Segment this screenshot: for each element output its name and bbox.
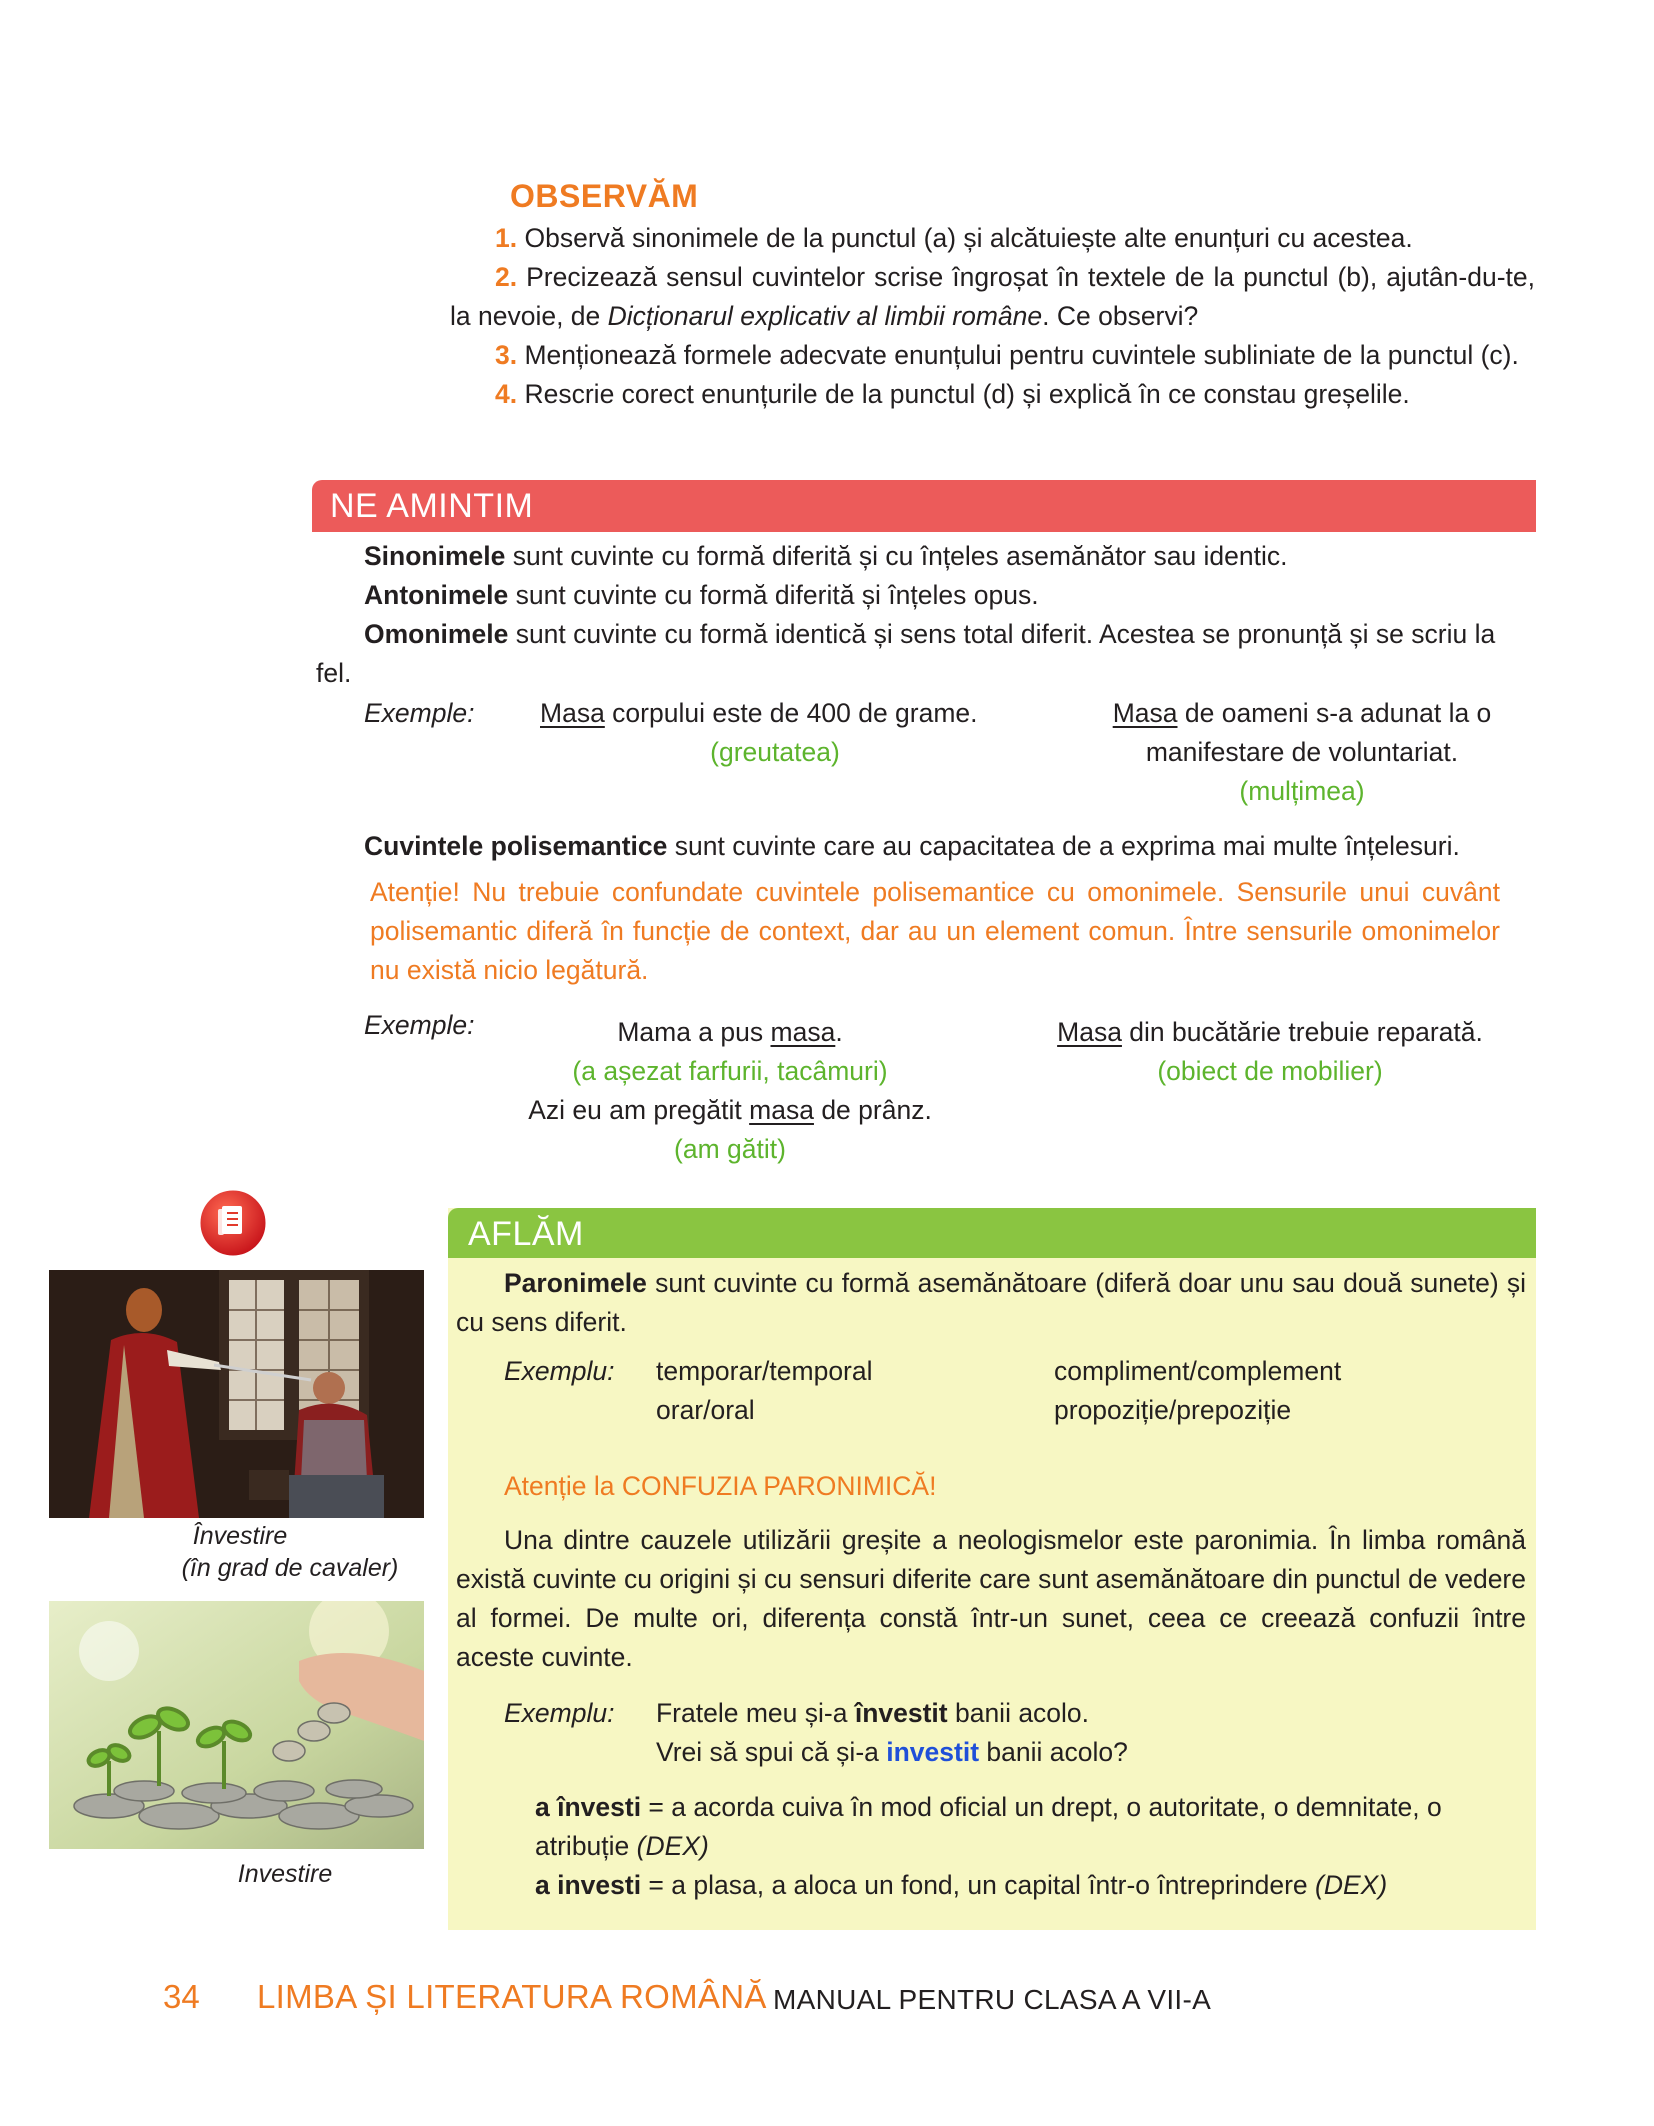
example-sentence <box>656 1694 1089 1733</box>
paronym-pair: compliment/complement <box>1054 1356 1342 1386</box>
confuzie-paragraph: Una dintre cauzele utilizării greșite a neologismelor este paronimia. În limba română există cuvinte cu origini și cu sensuri diferite care sunt asemănătoare din punctul de vedere al formei. De multe ori, diferența constă într-un sunet, ceea ce creează confuzii între aceste cuvinte. <box>456 1525 1526 1672</box>
example-label: Exemplu: <box>504 1698 615 1728</box>
item-text: Precizează sensul cuvintelor scrise îngroșat în textele de la punctul (b), ajutân-du-te, la nevoie, de <box>450 262 1535 331</box>
item-text: Menționează formele adecvate enunțului pentru cuvintele subliniate de la punctul (c). <box>524 340 1519 370</box>
section-title-observam: OBSERVĂM <box>510 178 699 214</box>
sentence-text: Fratele meu și-a <box>656 1698 855 1728</box>
observam-list <box>450 219 1535 414</box>
definition-a-investi-1 <box>535 1788 1525 1866</box>
definition: sunt cuvinte cu formă diferită și cu înțeles asemănător sau identic. <box>505 541 1288 571</box>
ne-amintim-body <box>316 537 1536 693</box>
example-omonim-1 <box>540 694 1040 733</box>
image-caption: Învestire <box>192 1522 288 1550</box>
aflam-banner <box>448 1208 1536 1258</box>
definition: sunt cuvinte cu formă asemănătoare (diferă doar unu sau două sunete) și cu sens diferit. <box>456 1268 1526 1337</box>
term: a investi <box>535 1870 642 1900</box>
definition-omonime <box>316 615 1536 693</box>
examples-label: Exemple: <box>364 698 475 728</box>
definition: sunt cuvinte care au capacitatea de a exprima mai multe înțelesuri. <box>667 831 1460 861</box>
underlined-word: Masa <box>1112 698 1178 728</box>
example-text: Azi eu am pregătit <box>528 1095 750 1125</box>
dictionary-title: Dicționarul explicativ al limbii române <box>607 301 1043 331</box>
sentence-text: Vrei să spui că și-a <box>656 1737 887 1767</box>
example-poli-2 <box>470 1091 990 1130</box>
item-text: . Ce observi? <box>1042 301 1199 331</box>
underlined-word: Masa <box>540 698 605 728</box>
example-meaning: (obiect de mobilier) <box>1157 1056 1383 1086</box>
item-number: 3. <box>495 340 518 370</box>
atentie-note: Atenție! Nu trebuie confundate cuvintele polisemantice cu omonimele. Sensurile unui cuvânt polisemantic diferă în funcție de context, dar au un element comun. Între sensurile omonimelor nu există nicio legătură. <box>370 877 1500 985</box>
item-number: 2. <box>495 262 518 292</box>
example-poli-3 <box>1030 1013 1510 1052</box>
list-item <box>450 258 1535 336</box>
underlined-word: masa <box>749 1095 814 1125</box>
investment-image <box>49 1601 424 1849</box>
example-text: corpului este de 400 de grame. <box>604 698 978 728</box>
definition-paronime <box>456 1264 1526 1342</box>
sentence-text: banii acolo? <box>979 1737 1128 1767</box>
example-text: . <box>835 1017 843 1047</box>
definition: = a plasa, a aloca un fond, un capital într-o întreprindere <box>641 1870 1316 1900</box>
term: Cuvintele polisemantice <box>364 831 668 861</box>
source: (DEX) <box>636 1831 709 1861</box>
underlined-word: Masa <box>1057 1017 1122 1047</box>
item-number: 1. <box>495 223 518 253</box>
source: (DEX) <box>1315 1870 1388 1900</box>
highlighted-word: investit <box>886 1737 980 1767</box>
image-caption: (în grad de cavaler) <box>181 1554 399 1582</box>
term: a învesti <box>535 1792 642 1822</box>
example-text: din bucătărie trebuie reparată. <box>1121 1017 1483 1047</box>
item-number: 4. <box>495 379 518 409</box>
example-meaning: (a așezat farfurii, tacâmuri) <box>572 1056 888 1086</box>
example-meaning: (mulțimea) <box>1239 776 1365 806</box>
highlighted-word: învestit <box>854 1698 948 1728</box>
confuzie-heading: Atenție la CONFUZIA PARONIMICĂ! <box>504 1471 937 1501</box>
item-text: Observă sinonimele de la punctul (a) și alcătuiește alte enunțuri cu acestea. <box>524 223 1413 253</box>
example-poli-1 <box>480 1013 980 1052</box>
term: Paronimele <box>504 1268 647 1298</box>
term: Sinonimele <box>364 541 506 571</box>
page-number: 34 <box>163 1978 200 2015</box>
example-text: de oameni s-a adunat la o manifestare de voluntariat. <box>1145 698 1492 767</box>
book-subtitle: MANUAL PENTRU CLASA A VII-A <box>773 1984 1212 2015</box>
definition: = a acorda cuiva în mod oficial un drept, o autoritate, o demnitate, o atribuție <box>535 1792 1442 1861</box>
example-label: Exemplu: <box>504 1356 615 1386</box>
item-text: Rescrie corect enunțurile de la punctul (d) și explică în ce constau greșelile. <box>524 379 1410 409</box>
paronym-pair: orar/oral <box>656 1395 755 1425</box>
definition-sinonime <box>316 537 1536 576</box>
book-badge-icon <box>196 1186 270 1260</box>
list-item <box>450 336 1535 375</box>
sentence-text: banii acolo. <box>947 1698 1090 1728</box>
paronym-pair: temporar/temporal <box>656 1356 873 1386</box>
image-caption: Investire <box>237 1860 333 1888</box>
example-sentence <box>656 1733 1128 1772</box>
example-omonim-2 <box>1082 694 1522 772</box>
examples-label: Exemple: <box>364 1010 475 1040</box>
list-item <box>450 375 1535 414</box>
knighting-image <box>49 1270 424 1518</box>
example-meaning: (am gătit) <box>674 1134 786 1164</box>
paronym-pair: propoziție/prepoziție <box>1054 1395 1292 1425</box>
underlined-word: masa <box>770 1017 836 1047</box>
example-text: Mama a pus <box>617 1017 771 1047</box>
section-title-ne-amintim: NE AMINTIM <box>330 487 534 525</box>
list-item <box>450 219 1535 258</box>
example-text: de prânz. <box>813 1095 932 1125</box>
definition-a-investi-2 <box>535 1866 1535 1905</box>
book-title: LIMBA ȘI LITERATURA ROMÂNĂ <box>257 1978 767 2015</box>
term: Omonimele <box>364 619 509 649</box>
term: Antonimele <box>364 580 509 610</box>
section-title-aflam: AFLĂM <box>468 1215 584 1253</box>
definition: sunt cuvinte cu formă diferită și înțeles opus. <box>508 580 1039 610</box>
definition-antonime <box>316 576 1536 615</box>
definition-polisemantice <box>364 827 1536 866</box>
definition: sunt cuvinte cu formă identică și sens total diferit. Acestea se pronunță și se scriu la fel. <box>316 619 1496 688</box>
example-meaning: (greutatea) <box>710 737 840 767</box>
